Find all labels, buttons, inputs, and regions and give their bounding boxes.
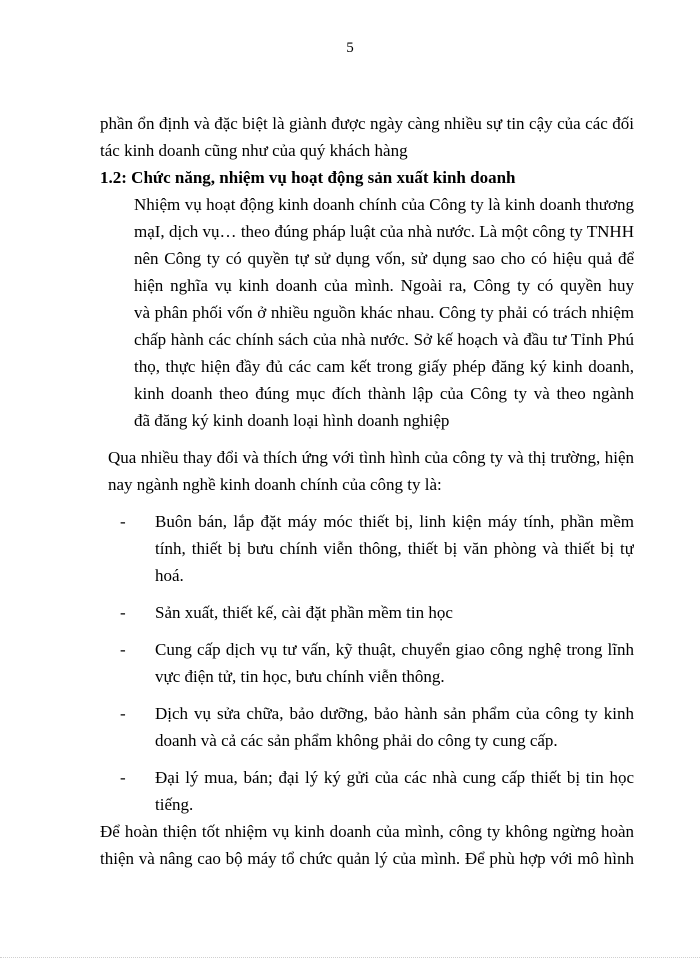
page-number: 5	[346, 40, 354, 56]
text-line: Cung cấp dịch vụ tư vấn, kỹ thuật, chuyển giao công nghệ trong lĩnh	[155, 640, 634, 659]
text-line: Để hoàn thiện tốt nhiệm vụ kinh doanh của mình, công ty không ngừng hoàn	[100, 822, 634, 841]
list-item	[120, 700, 634, 754]
text-line: vực điện tử, tin học, bưu chính viễn thông.	[155, 667, 445, 686]
text-line: mạI, dịch vụ… theo đúng pháp luật của nhà nước. Là một công ty TNHH	[134, 222, 634, 241]
section-heading: 1.2: Chức năng, nhiệm vụ hoạt động sản xuất kinh doanh	[100, 168, 516, 187]
list-item	[120, 764, 634, 818]
text-line: doanh và cả các sản phẩm không phải do công ty cung cấp.	[155, 731, 558, 750]
text-line: hiện nghĩa vụ kinh doanh của mình. Ngoài ra, Công ty có quyền huy	[134, 276, 634, 295]
text-line: thọ, thực hiện đầy đủ các cam kết trong giấy phép đăng ký kinh doanh,	[134, 357, 634, 376]
intro-paragraph	[100, 110, 634, 164]
text-line: Nhiệm vụ hoạt động kinh doanh chính của Công ty là kinh doanh thương	[134, 195, 634, 214]
text-line: tác kinh doanh cũng như của quý khách hàng	[100, 141, 408, 160]
bullet-dash: -	[120, 603, 126, 622]
page-bottom-rule	[0, 957, 700, 958]
text-line: Sản xuất, thiết kế, cài đặt phần mềm tin học	[155, 603, 453, 622]
bullet-dash: -	[120, 640, 126, 659]
text-line: Qua nhiều thay đổi và thích ứng với tình hình của công ty và thị trường, hiện	[108, 448, 634, 467]
bullet-dash: -	[120, 704, 126, 723]
text-line: tính, thiết bị bưu chính viễn thông, thiết bị văn phòng và thiết bị tự	[155, 539, 634, 558]
bullet-dash: -	[120, 512, 126, 531]
list-item	[120, 636, 634, 690]
list-item	[120, 508, 634, 589]
text-line: nên Công ty có quyền tự sử dụng vốn, sử dụng sao cho có hiệu quả để	[134, 249, 634, 268]
text-line: đã đăng ký kinh doanh loại hình doanh nghiệp	[134, 411, 450, 430]
text-line: phần ổn định và đặc biệt là giành được ngày càng nhiều sự tin cậy của các đối	[100, 114, 634, 133]
business-lines-paragraph	[108, 444, 634, 498]
text-line: tiếng.	[155, 795, 194, 814]
document-body	[100, 110, 634, 872]
text-line: Dịch vụ sửa chữa, bảo dưỡng, bảo hành sản phẩm của công ty kinh	[155, 704, 634, 723]
text-line: Đại lý mua, bán; đại lý ký gửi của các nhà cung cấp thiết bị tin học	[155, 768, 634, 787]
text-line: Buôn bán, lắp đặt máy móc thiết bị, linh kiện máy tính, phần mềm	[155, 512, 634, 531]
text-line: nay ngành nghề kinh doanh chính của công ty là:	[108, 475, 442, 494]
text-line: hoá.	[155, 566, 184, 585]
text-line: và phân phối vốn ở nhiều nguồn khác nhau. Công ty phải có trách nhiệm	[134, 303, 634, 322]
bullet-dash: -	[120, 768, 126, 787]
text-line: thiện và nâng cao bộ máy tổ chức quản lý của mình. Để phù hợp với mô hình	[100, 849, 634, 868]
duty-paragraph	[134, 191, 634, 434]
final-paragraph	[100, 818, 634, 872]
text-line: chấp hành các chính sách của nhà nước. Sở kế hoạch và đầu tư Tỉnh Phú	[134, 330, 634, 349]
business-lines-list	[100, 498, 634, 818]
list-item	[120, 599, 634, 626]
text-line: kinh doanh theo đúng mục đích thành lập của Công ty và theo ngành	[134, 384, 634, 403]
